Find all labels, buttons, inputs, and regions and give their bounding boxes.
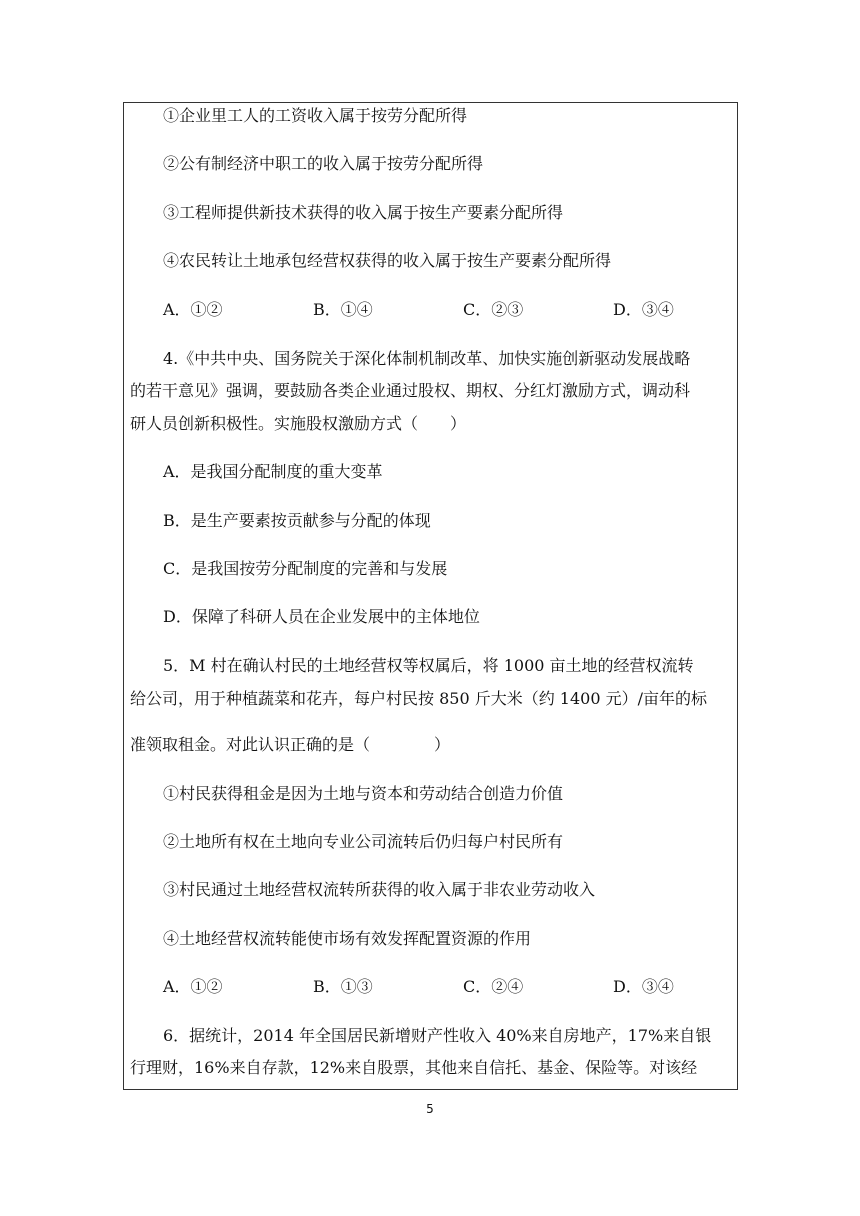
statement-4: ④农民转让土地承包经营权获得的收入属于按生产要素分配所得 [163,251,612,270]
statement-1: ①企业里工人的工资收入属于按劳分配所得 [163,106,468,125]
q4-stem-line-1: 4.《中共中央、国务院关于深化体制机制改革、加快实施创新驱动发展战略 [163,349,691,368]
q4-choice-b[interactable]: B．是生产要素按贡献参与分配的体现 [163,511,431,530]
q4-stem-line-2: 的若干意见》强调，要鼓励各类企业通过股权、期权、分红灯激励方式，调动科 [130,381,691,400]
q4-choice-d[interactable]: D．保障了科研人员在企业发展中的主体地位 [163,607,480,626]
q4-choice-c[interactable]: C．是我国按劳分配制度的完善和与发展 [163,559,448,578]
q4-choice-a[interactable]: A．是我国分配制度的重大变革 [163,462,383,481]
option-d[interactable]: D．③④ [613,977,674,996]
q6-stem-line-1: 6．据统计，2014 年全国居民新增财产性收入 40%来自房地产，17%来自银 [163,1026,712,1045]
option-c[interactable]: C．②③ [463,300,524,319]
q5-statement-4: ④土地经营权流转能使市场有效发挥配置资源的作用 [163,929,532,948]
q5-statement-1: ①村民获得租金是因为土地与资本和劳动结合创造力价值 [163,784,564,803]
statement-3: ③工程师提供新技术获得的收入属于按生产要素分配所得 [163,203,564,222]
option-a[interactable]: A．①② [163,300,223,319]
q5-statement-2: ②土地所有权在土地向专业公司流转后仍归每户村民所有 [163,832,564,851]
q5-stem-line-3: 准领取租金。对此认识正确的是（ ） [130,735,451,754]
option-b[interactable]: B．①④ [313,300,373,319]
option-c[interactable]: C．②④ [463,977,524,996]
option-d[interactable]: D．③④ [613,300,674,319]
q5-statement-3: ③村民通过土地经营权流转所获得的收入属于非农业劳动收入 [163,880,596,899]
q5-stem-line-2: 给公司，用于种植蔬菜和花卉，每户村民按 850 斤大米（约 1400 元）/亩年的标 [130,689,707,708]
statement-2: ②公有制经济中职工的收入属于按劳分配所得 [163,154,484,173]
q4-stem-line-3: 研人员创新积极性。实施股权激励方式（ ） [130,414,467,433]
option-b[interactable]: B．①③ [313,977,373,996]
q5-stem-line-1: 5．M 村在确认村民的土地经营权等权属后，将 1000 亩土地的经营权流转 [163,656,694,675]
option-a[interactable]: A．①② [163,977,223,996]
q6-stem-line-2: 行理财，16%来自存款，12%来自股票，其他来自信托、基金、保险等。对该经 [130,1058,698,1077]
page-number: 5 [426,1102,434,1116]
